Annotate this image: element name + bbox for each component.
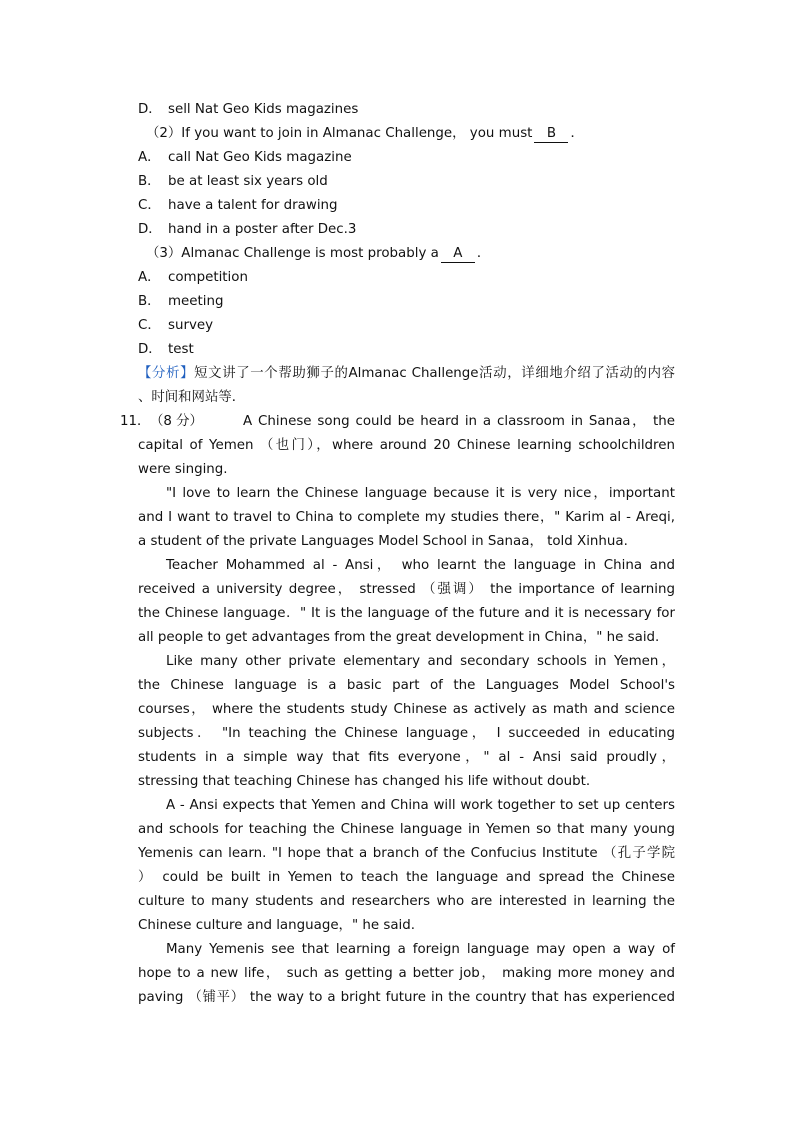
passage-line: ） could be built in Yemen to teach the language and spread the Chinese — [138, 870, 675, 885]
option-text: competition — [168, 270, 248, 285]
option-letter: A． — [138, 270, 161, 285]
q2-prefix: （2）If you want to join in Almanac Challenge， you must — [146, 126, 533, 141]
passage-line: and schools for teaching the Chinese language in Yemen so that many young — [138, 822, 675, 837]
q3-suffix: ． — [476, 246, 491, 261]
q2-answer-blank: B — [534, 125, 568, 143]
q3-option-c — [138, 314, 213, 338]
analysis-text: 短文讲了一个帮助狮子的Almanac Challenge活动，详细地介绍了活动的内容 — [194, 366, 676, 381]
q3-option-b — [138, 290, 223, 314]
passage-line: subjects． "In teaching the Chinese language， I succeeded in educating — [138, 726, 675, 741]
option-text: test — [168, 342, 194, 357]
analysis-line-2: 、时间和网站等． — [138, 390, 246, 405]
option-text: be at least six years old — [168, 174, 328, 189]
q3-option-d — [138, 338, 194, 362]
analysis-line-1 — [138, 362, 675, 386]
passage-line: Chinese culture and language，" he said. — [138, 918, 416, 933]
passage-line: capital of Yemen （也门），where around 20 Chinese learning schoolchildren — [138, 438, 675, 453]
passage-line: culture to many students and researchers who are interested in learning the — [138, 894, 675, 909]
passage-line: students in a simple way that fits everyone，" al - Ansi said proudly， — [138, 750, 675, 765]
q3-stem — [146, 242, 490, 266]
passage-line: all people to get advantages from the great development in China，" he said. — [138, 630, 660, 645]
passage-line: Teacher Mohammed al - Ansi， who learnt the language in China and — [166, 558, 675, 573]
option-letter: B． — [138, 294, 161, 309]
q3-option-a — [138, 266, 248, 290]
passage-line: the Chinese language．" It is the language of the future and it is necessary for — [138, 606, 675, 621]
q2-option-b — [138, 170, 328, 194]
q2-option-d — [138, 218, 356, 242]
option-text: hand in a poster after Dec.3 — [168, 222, 357, 237]
q3-answer-blank: A — [441, 245, 475, 263]
passage-line: Like many other private elementary and secondary schools in Yemen， — [166, 654, 675, 669]
passage-line: A - Ansi expects that Yemen and China will work together to set up centers — [166, 798, 675, 813]
question-number: 11． — [120, 414, 151, 429]
option-letter: C． — [138, 198, 161, 213]
q2-stem — [146, 122, 584, 146]
question-score: （8 分） — [150, 414, 203, 429]
passage-line: "I love to learn the Chinese language because it is very nice，important — [166, 486, 675, 501]
option-letter: D． — [138, 102, 162, 117]
q1-option-d — [138, 98, 358, 122]
passage-line: and I want to travel to China to complete my studies there，" Karim al - Areqi, — [138, 510, 675, 525]
passage-line: Yemenis can learn. "I hope that a branch of the Confucius Institute （孔子学院 — [138, 846, 675, 861]
q2-option-c — [138, 194, 338, 218]
passage-line: the Chinese language is a basic part of the Languages Model School's — [138, 678, 675, 693]
passage-line: paving （铺平） the way to a bright future in the country that has experienced — [138, 990, 675, 1005]
q3-prefix: （3）Almanac Challenge is most probably a — [146, 246, 439, 261]
option-text: sell Nat Geo Kids magazines — [168, 102, 359, 117]
option-text: call Nat Geo Kids magazine — [168, 150, 352, 165]
passage-line: received a university degree， stressed （强调） the importance of learning — [138, 582, 675, 597]
option-text: have a talent for drawing — [168, 198, 338, 213]
option-letter: A． — [138, 150, 161, 165]
passage-line: were singing. — [138, 462, 228, 477]
passage-line: A Chinese song could be heard in a classroom in Sanaa， the — [243, 414, 675, 429]
passage-line: hope to a new life， such as getting a better job， making more money and — [138, 966, 675, 981]
analysis-tag: 【分析】 — [138, 366, 195, 381]
option-text: meeting — [168, 294, 224, 309]
passage-line: a student of the private Languages Model School in Sanaa， told Xinhua. — [138, 534, 628, 549]
q2-option-a — [138, 146, 352, 170]
passage-line: courses， where the students study Chinese as actively as math and science — [138, 702, 675, 717]
option-letter: D． — [138, 222, 162, 237]
option-letter: C． — [138, 318, 161, 333]
option-text: survey — [168, 318, 214, 333]
q2-suffix: ． — [570, 126, 584, 141]
option-letter: D． — [138, 342, 162, 357]
passage-line: stressing that teaching Chinese has changed his life without doubt. — [138, 774, 591, 789]
passage-line: Many Yemenis see that learning a foreign language may open a way of — [166, 942, 675, 957]
option-letter: B． — [138, 174, 161, 189]
